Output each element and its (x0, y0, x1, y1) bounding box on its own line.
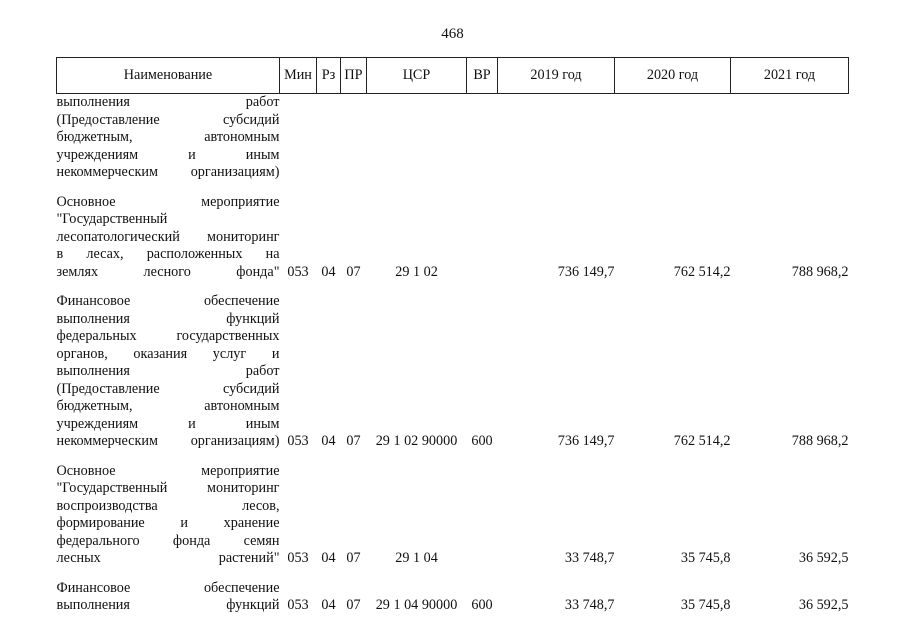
cell-y2020: 35 745,8 (680, 597, 731, 613)
row-name-line: выполнения работ (56, 94, 280, 110)
cell-y2019: 736 149,7 (557, 433, 615, 449)
row-spacer (57, 182, 849, 194)
row-spacer-cell (57, 568, 849, 580)
cell-y2021: 788 968,2 (791, 433, 849, 449)
cell-min: 053 (287, 433, 309, 449)
cell-min: 053 (287, 597, 309, 613)
cell-vr (467, 463, 498, 568)
row-name-line: выполнения функций (56, 597, 280, 613)
header-2019: 2019 год (498, 58, 615, 94)
cell-pr: 07 (346, 550, 361, 566)
cell-csr: 29 1 02 (395, 263, 438, 280)
cell-min: 053 (287, 263, 309, 280)
table-header-row (57, 58, 849, 94)
row-spacer-cell (57, 182, 849, 194)
row-name-line: некоммерческим организациям) (56, 164, 280, 180)
cell-rz: 04 (321, 433, 336, 449)
row-name-line: формирование и хранение (56, 515, 280, 531)
cell-pr: 07 (346, 597, 361, 613)
row-spacer (57, 568, 849, 580)
header-pr: ПР (341, 58, 367, 94)
row-name-line: выполнения работ (56, 363, 280, 379)
row-name-line: бюджетным, автономным (56, 129, 280, 145)
row-name-cell (57, 293, 280, 451)
cell-vr (467, 94, 498, 182)
row-name-line: лесопатологический мониторинг (56, 228, 280, 245)
row-name-line: Основное мероприятие (56, 462, 280, 479)
cell-y2020: 762 514,2 (673, 263, 731, 280)
row-name-line: в лесах, расположенных на (56, 246, 280, 262)
cell-y2020 (615, 94, 731, 182)
cell-pr: 07 (346, 263, 361, 280)
cell-y2019: 33 748,7 (564, 550, 615, 566)
row-name-line: землях лесного фонда" (56, 263, 280, 280)
cell-csr: 29 1 04 90000 (375, 597, 458, 613)
cell-csr (367, 94, 467, 182)
table-body (57, 94, 849, 615)
budget-table (56, 57, 849, 615)
row-name-line: (Предоставление субсидий (56, 111, 280, 128)
header-vr: ВР (467, 58, 498, 94)
table-row (57, 580, 849, 615)
row-name-line: некоммерческим организациям) (56, 433, 280, 449)
row-name-line: федерального фонда семян (56, 532, 280, 549)
row-spacer-cell (57, 281, 849, 293)
header-2021: 2021 год (731, 58, 849, 94)
row-name-line: органов, оказания услуг и (56, 345, 280, 362)
row-name-line: Финансовое обеспечение (56, 293, 280, 309)
cell-vr: 600 (471, 597, 493, 613)
cell-pr (341, 94, 367, 182)
row-name-line: федеральных государственных (56, 328, 280, 344)
header-csr: ЦСР (367, 58, 467, 94)
cell-rz: 04 (321, 550, 336, 566)
header-min: Мин (280, 58, 317, 94)
cell-rz: 04 (321, 263, 336, 280)
cell-pr: 07 (346, 433, 361, 449)
row-name-line: "Государственный (56, 211, 168, 227)
table-row (57, 293, 849, 451)
row-spacer-cell (57, 451, 849, 463)
cell-y2021: 36 592,5 (798, 597, 849, 613)
row-name-cell (57, 580, 280, 615)
header-name: Наименование (57, 58, 280, 94)
header-2020: 2020 год (615, 58, 731, 94)
cell-min (280, 94, 317, 182)
row-name-cell (57, 194, 280, 282)
cell-y2021 (731, 94, 849, 182)
row-spacer (57, 451, 849, 463)
row-name-line: бюджетным, автономным (56, 398, 280, 414)
row-name-cell (57, 463, 280, 568)
table-row (57, 194, 849, 282)
cell-csr: 29 1 04 (395, 550, 438, 566)
cell-y2021: 36 592,5 (798, 550, 849, 566)
cell-csr: 29 1 02 90000 (375, 433, 458, 449)
row-name-line: (Предоставление субсидий (56, 380, 280, 397)
cell-vr (467, 194, 498, 282)
row-name-line: учреждениям и иным (56, 146, 280, 163)
cell-y2019 (498, 94, 615, 182)
row-name-line: учреждениям и иным (56, 415, 280, 432)
row-name-line: выполнения функций (56, 310, 280, 327)
row-name-cell (57, 94, 280, 182)
header-rz: Рз (317, 58, 341, 94)
cell-y2020: 762 514,2 (673, 433, 731, 449)
row-name-line: воспроизводства лесов, (56, 497, 280, 514)
table-row (57, 94, 849, 182)
row-name-line: Финансовое обеспечение (56, 579, 280, 596)
row-spacer (57, 281, 849, 293)
cell-min: 053 (287, 550, 309, 566)
cell-y2020: 35 745,8 (680, 550, 731, 566)
row-name-line: "Государственный мониторинг (56, 480, 280, 496)
cell-rz: 04 (321, 597, 336, 613)
page-number: 468 (441, 26, 464, 42)
row-name-line: лесных растений" (56, 550, 280, 566)
cell-y2021: 788 968,2 (791, 263, 849, 280)
cell-rz (317, 94, 341, 182)
cell-y2019: 33 748,7 (564, 597, 615, 613)
cell-vr: 600 (471, 433, 493, 449)
table-row (57, 463, 849, 568)
cell-y2019: 736 149,7 (557, 263, 615, 280)
row-name-line: Основное мероприятие (56, 193, 280, 210)
